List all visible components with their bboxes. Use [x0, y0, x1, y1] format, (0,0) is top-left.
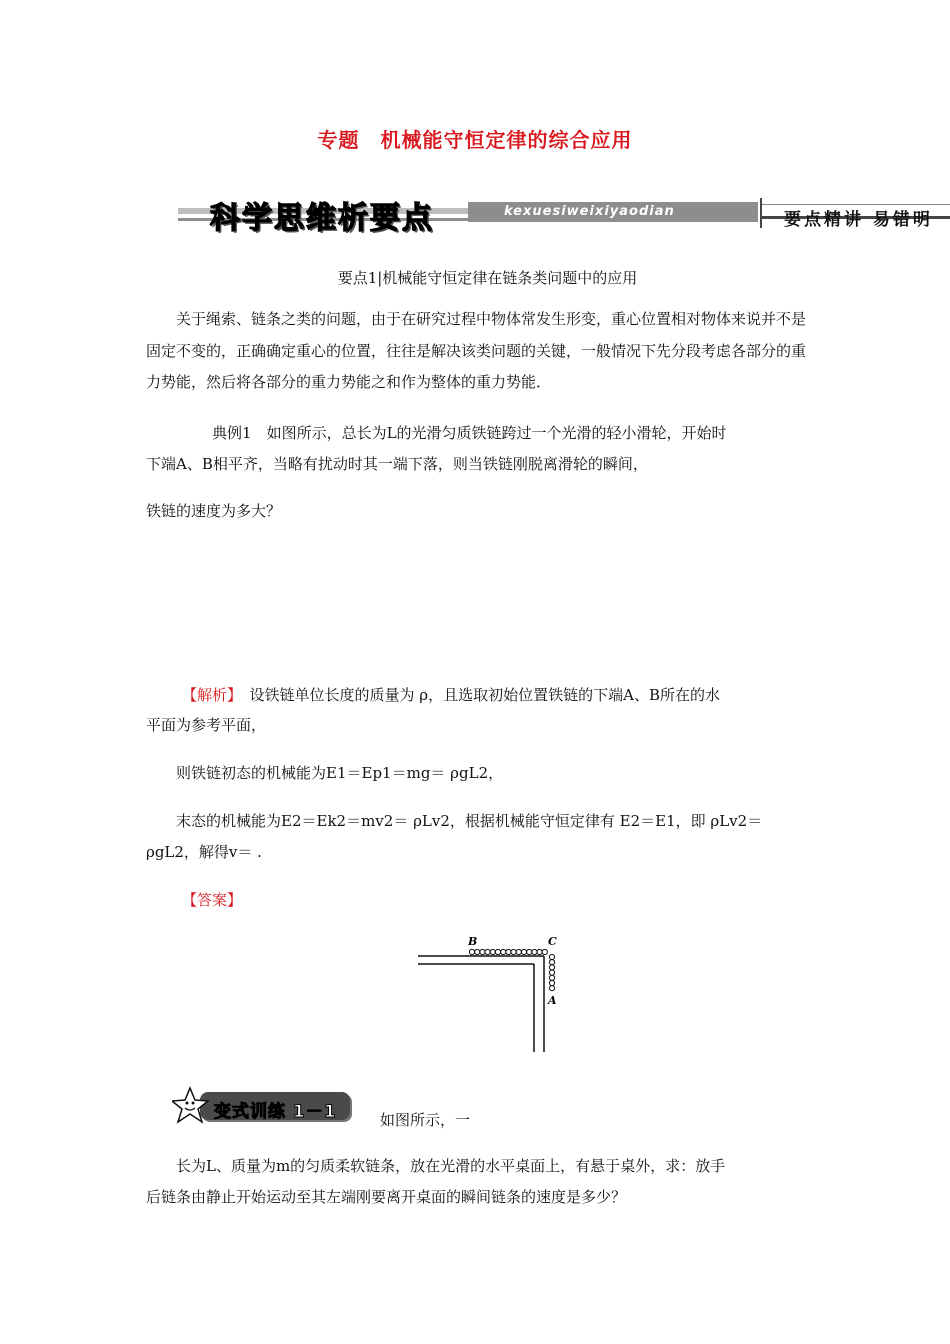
example-line-2: 下端A、B相平齐，当略有扰动时其一端下落，则当铁链刚脱离滑轮的瞬间， [146, 455, 648, 473]
chain-bead [469, 949, 474, 954]
chain-bead [549, 954, 554, 959]
chain-bead [549, 975, 554, 980]
example-text-1: 如图所示，总长为L的光滑匀质铁链跨过一个光滑的轻小滑轮，开始时 [266, 424, 727, 442]
variant-badge-label: 变式训练 1－1 [214, 1102, 337, 1122]
chain-bead [490, 949, 495, 954]
chain-bead [542, 949, 547, 954]
chain-bead [532, 949, 537, 954]
example-line-3: 铁链的速度为多大？ [146, 502, 282, 520]
analysis-line-1 [182, 684, 720, 705]
label-a: A [548, 994, 557, 1007]
chain-figure [416, 934, 576, 1058]
chain-bead [521, 949, 526, 954]
analysis-line-5: ρgL2，解得v＝ . [146, 843, 262, 861]
answer-label: 【答案】 [182, 891, 243, 909]
label-c: C [548, 935, 557, 948]
intro-paragraph: 关于绳索、链条之类的问题，由于在研究过程中物体常发生形变，重心位置相对物体来说并不是固定不变的，正确确定重心的位置，往往是解决该类问题的关键，一般情况下先分段考虑各部分的重力势能，然后将各部分的重力势能之和作为整体的重力势能． [146, 310, 807, 391]
variant-line-1: 长为L、质量为m的匀质柔软链条，放在光滑的水平桌面上，有悬于桌外，求：放手 [176, 1157, 726, 1175]
chain-bead [549, 965, 554, 970]
analysis-line-3: 则铁链初态的机械能为E1＝Ep1＝mg＝ ρgL2， [176, 764, 504, 782]
banner-tags: 要点精讲 易错明 [784, 210, 933, 230]
variant-lead: 如图所示，一 [380, 1111, 471, 1129]
chain-bead [485, 949, 490, 954]
page-title: 专题 机械能守恒定律的综合应用 [317, 128, 633, 152]
chain-bead [549, 960, 554, 965]
chain-bead [506, 949, 511, 954]
analysis-label: 【解析】 [182, 686, 235, 704]
analysis-line-2: 平面为参考平面， [146, 716, 267, 734]
chain-bead [495, 949, 500, 954]
chain-bead [549, 980, 554, 985]
analysis-text-1: 设铁链单位长度的质量为 ρ，且选取初始位置铁链的下端A、B所在的水 [249, 686, 720, 704]
variant-line-2: 后链条由静止开始运动至其左端刚要离开桌面的瞬间链条的速度是多少？ [146, 1188, 627, 1206]
chain-bead [549, 986, 554, 991]
banner-pinyin: kexuesiweixiyaodian [504, 204, 675, 219]
chain-bead [516, 949, 521, 954]
chain-bead [475, 949, 480, 954]
chain-bead [511, 949, 516, 954]
chain-bead [527, 949, 532, 954]
chain-bead [480, 949, 485, 954]
example-line-1 [212, 422, 727, 443]
chain-bead [549, 970, 554, 975]
analysis-line-4: 末态的机械能为E2＝Ek2＝mv2＝ ρLv2，根据机械能守恒定律有 E2＝E1，即 ρLv2＝ [176, 812, 763, 830]
section-heading: 要点1|机械能守恒定律在链条类问题中的应用 [337, 269, 638, 287]
chain-bead [537, 949, 542, 954]
chain-bead [501, 949, 506, 954]
label-b: B [468, 935, 478, 948]
example-label: 典例1 [212, 424, 252, 442]
banner-label: 科学思维析要点 [210, 201, 434, 236]
